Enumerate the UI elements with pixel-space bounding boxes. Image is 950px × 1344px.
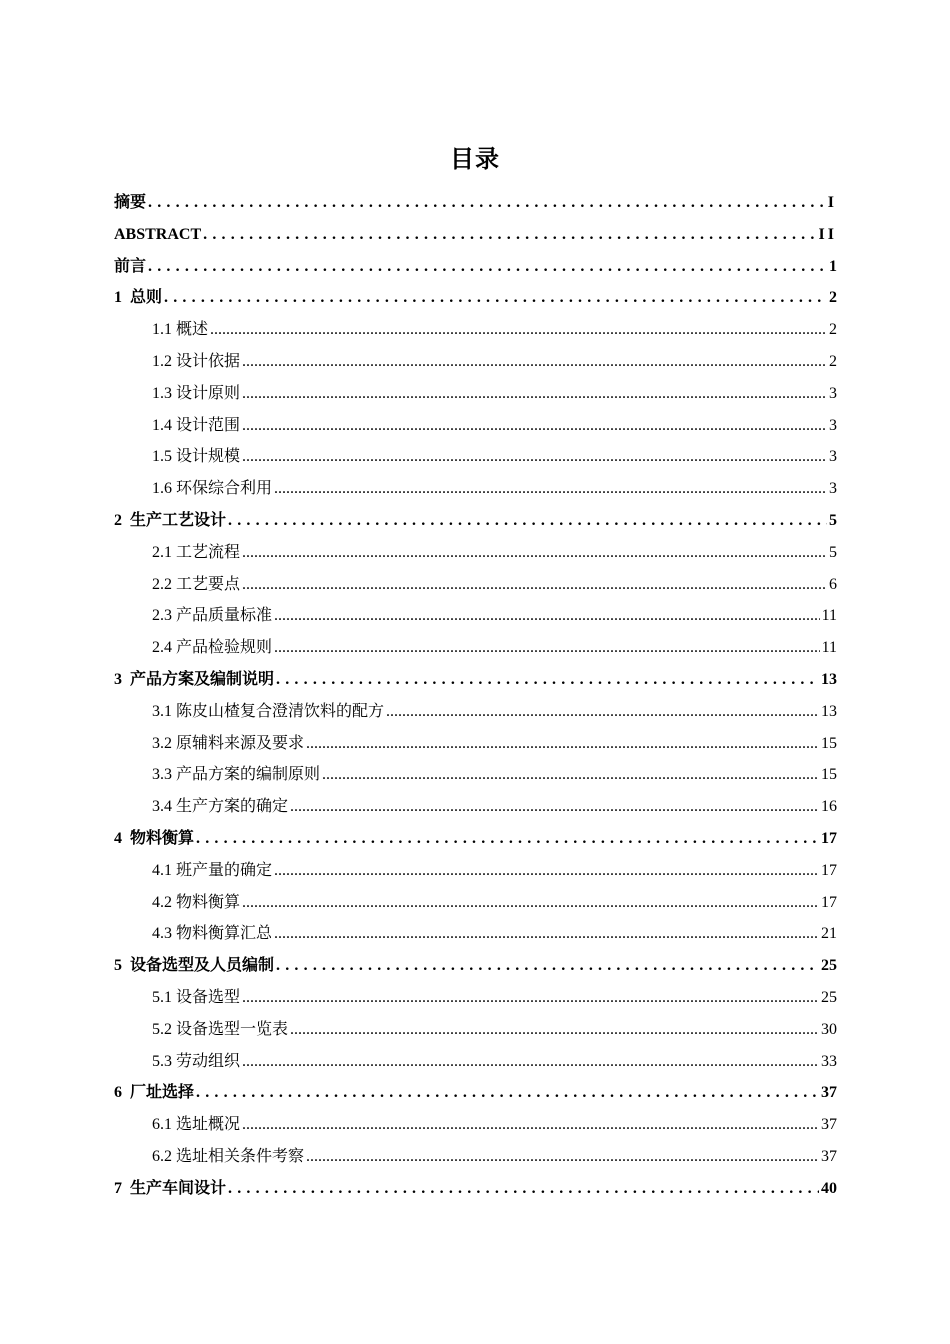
toc-entry-section[interactable] [152, 1046, 837, 1078]
toc-page-number: 21 [821, 925, 837, 942]
toc-entry-chapter[interactable] [114, 950, 837, 982]
toc-page-number: 37 [821, 1148, 837, 1165]
toc-dot-leader [210, 314, 827, 346]
toc-page-number: 33 [821, 1053, 837, 1070]
toc-entry-label: 6 厂址选择 [114, 1084, 195, 1101]
toc-page-number: 1 [829, 258, 837, 275]
toc-page-number: 13 [821, 703, 837, 720]
toc-dot-leader [228, 505, 827, 537]
toc-page-number: 37 [821, 1084, 837, 1101]
toc-entry-section[interactable] [152, 1141, 837, 1173]
toc-entry-label: ABSTRACT [114, 226, 202, 243]
toc-entry-chapter[interactable] [114, 251, 837, 283]
toc-entry-label: 3.1 陈皮山楂复合澄清饮料的配方 [152, 703, 385, 720]
toc-entry-label: 4.1 班产量的确定 [152, 862, 273, 879]
toc-entry-label: 1.6 环保综合利用 [152, 480, 273, 497]
toc-entry-chapter[interactable] [114, 1173, 837, 1205]
toc-page-number: II [818, 226, 837, 243]
toc-entry-section[interactable] [152, 378, 837, 410]
toc-entry-section[interactable] [152, 441, 837, 473]
toc-dot-leader [242, 982, 819, 1014]
toc-page-number: 3 [829, 385, 837, 402]
toc-dot-leader [228, 1173, 819, 1205]
toc-entry-label: 5.1 设备选型 [152, 989, 241, 1006]
toc-page-number: 17 [821, 894, 837, 911]
toc-page-number: 25 [821, 989, 837, 1006]
toc-entry-section[interactable] [152, 759, 837, 791]
toc-page-number: 6 [829, 576, 837, 593]
toc-page-number: 17 [821, 862, 837, 879]
toc-entry-section[interactable] [152, 600, 837, 632]
toc-dot-leader [274, 918, 819, 950]
toc-dot-leader [386, 696, 819, 728]
toc-dot-leader [274, 600, 820, 632]
toc-entry-label: 5.3 劳动组织 [152, 1053, 241, 1070]
toc-entry-section[interactable] [152, 887, 837, 919]
toc-page-number: 2 [829, 321, 837, 338]
toc-page-number: 11 [821, 639, 837, 656]
toc-entry-section[interactable] [152, 632, 837, 664]
toc-dot-leader [242, 441, 827, 473]
toc-page-number: I [827, 194, 837, 211]
toc-entry-label: 4.2 物料衡算 [152, 894, 241, 911]
toc-dot-leader [306, 1141, 819, 1173]
toc-entry-label: 5 设备选型及人员编制 [114, 957, 275, 974]
toc-entry-label: 3 产品方案及编制说明 [114, 671, 275, 688]
toc-entry-section[interactable] [152, 1014, 837, 1046]
toc-entry-chapter[interactable] [114, 219, 837, 251]
toc-entry-label: 摘要 [114, 194, 147, 211]
toc-page-number: 15 [821, 766, 837, 783]
toc-entry-chapter[interactable] [114, 1077, 837, 1109]
toc-dot-leader [148, 187, 826, 219]
toc-entry-label: 4 物料衡算 [114, 830, 195, 847]
toc-entry-label: 7 生产车间设计 [114, 1180, 227, 1197]
toc-dot-leader [274, 855, 819, 887]
toc-entry-section[interactable] [152, 346, 837, 378]
toc-page-number: 2 [829, 289, 837, 306]
toc-page-number: 25 [821, 957, 837, 974]
toc-dot-leader [242, 537, 827, 569]
toc-entry-label: 2.3 产品质量标准 [152, 607, 273, 624]
toc-page-number: 11 [821, 607, 837, 624]
toc-dot-leader [242, 569, 827, 601]
toc-entry-chapter[interactable] [114, 823, 837, 855]
toc-dot-leader [274, 632, 820, 664]
toc-entry-section[interactable] [152, 314, 837, 346]
toc-page-number: 5 [829, 544, 837, 561]
toc-page-number: 3 [829, 417, 837, 434]
toc-entry-section[interactable] [152, 918, 837, 950]
toc-entry-section[interactable] [152, 791, 837, 823]
toc-dot-leader [242, 346, 827, 378]
toc-entry-label: 2 生产工艺设计 [114, 512, 227, 529]
toc-page-number: 3 [829, 448, 837, 465]
toc-entry-label: 1.4 设计范围 [152, 417, 241, 434]
toc-page-number: 40 [821, 1180, 837, 1197]
toc-dot-leader [242, 1109, 819, 1141]
toc-dot-leader [242, 887, 819, 919]
toc-page-number: 30 [821, 1021, 837, 1038]
toc-entry-chapter[interactable] [114, 664, 837, 696]
toc-entry-label: 3.4 生产方案的确定 [152, 798, 289, 815]
toc-entry-label: 前言 [114, 258, 147, 275]
toc-dot-leader [276, 664, 819, 696]
toc-entry-label: 2.4 产品检验规则 [152, 639, 273, 656]
toc-dot-leader [290, 1014, 819, 1046]
toc-entry-chapter[interactable] [114, 505, 837, 537]
toc-entry-section[interactable] [152, 982, 837, 1014]
toc-entry-section[interactable] [152, 473, 837, 505]
toc-entry-chapter[interactable] [114, 282, 837, 314]
toc-dot-leader [148, 251, 827, 283]
toc-entry-label: 1.1 概述 [152, 321, 209, 338]
toc-page-number: 13 [821, 671, 837, 688]
toc-page-number: 15 [821, 735, 837, 752]
toc-entry-label: 1.2 设计依据 [152, 353, 241, 370]
toc-dot-leader [196, 1077, 819, 1109]
toc-entry-section[interactable] [152, 855, 837, 887]
toc-entry-label: 1.3 设计原则 [152, 385, 241, 402]
toc-page-number: 16 [821, 798, 837, 815]
toc-entry-label: 2.1 工艺流程 [152, 544, 241, 561]
toc-entry-label: 1.5 设计规模 [152, 448, 241, 465]
toc-page-number: 37 [821, 1116, 837, 1133]
toc-entry-section[interactable] [152, 537, 837, 569]
toc-dot-leader [322, 759, 819, 791]
toc-entry-label: 4.3 物料衡算汇总 [152, 925, 273, 942]
toc-title: 目录 [450, 145, 500, 173]
toc-page-number: 2 [829, 353, 837, 370]
toc-entry-label: 5.2 设备选型一览表 [152, 1021, 289, 1038]
toc-dot-leader [242, 410, 827, 442]
toc-dot-leader [203, 219, 816, 251]
toc-entry-label: 6.1 选址概况 [152, 1116, 241, 1133]
toc-entry-label: 1 总则 [114, 289, 163, 306]
toc-entry-chapter[interactable] [114, 187, 837, 219]
toc-page-number: 3 [829, 480, 837, 497]
toc-entry-section[interactable] [152, 410, 837, 442]
toc-dot-leader [196, 823, 819, 855]
toc-dot-leader [274, 473, 827, 505]
toc-entry-section[interactable] [152, 728, 837, 760]
toc-entry-label: 2.2 工艺要点 [152, 576, 241, 593]
toc-dot-leader [164, 282, 827, 314]
toc-entry-label: 3.2 原辅料来源及要求 [152, 735, 305, 752]
toc-page-number: 5 [829, 512, 837, 529]
toc-dot-leader [276, 950, 819, 982]
toc-entry-section[interactable] [152, 696, 837, 728]
toc-entry-section[interactable] [152, 569, 837, 601]
toc-dot-leader [290, 791, 819, 823]
toc-entry-label: 6.2 选址相关条件考察 [152, 1148, 305, 1165]
toc-dot-leader [242, 378, 827, 410]
toc-dot-leader [306, 728, 819, 760]
toc-dot-leader [242, 1046, 819, 1078]
toc-entry-section[interactable] [152, 1109, 837, 1141]
toc-entry-label: 3.3 产品方案的编制原则 [152, 766, 321, 783]
toc-page-number: 17 [821, 830, 837, 847]
